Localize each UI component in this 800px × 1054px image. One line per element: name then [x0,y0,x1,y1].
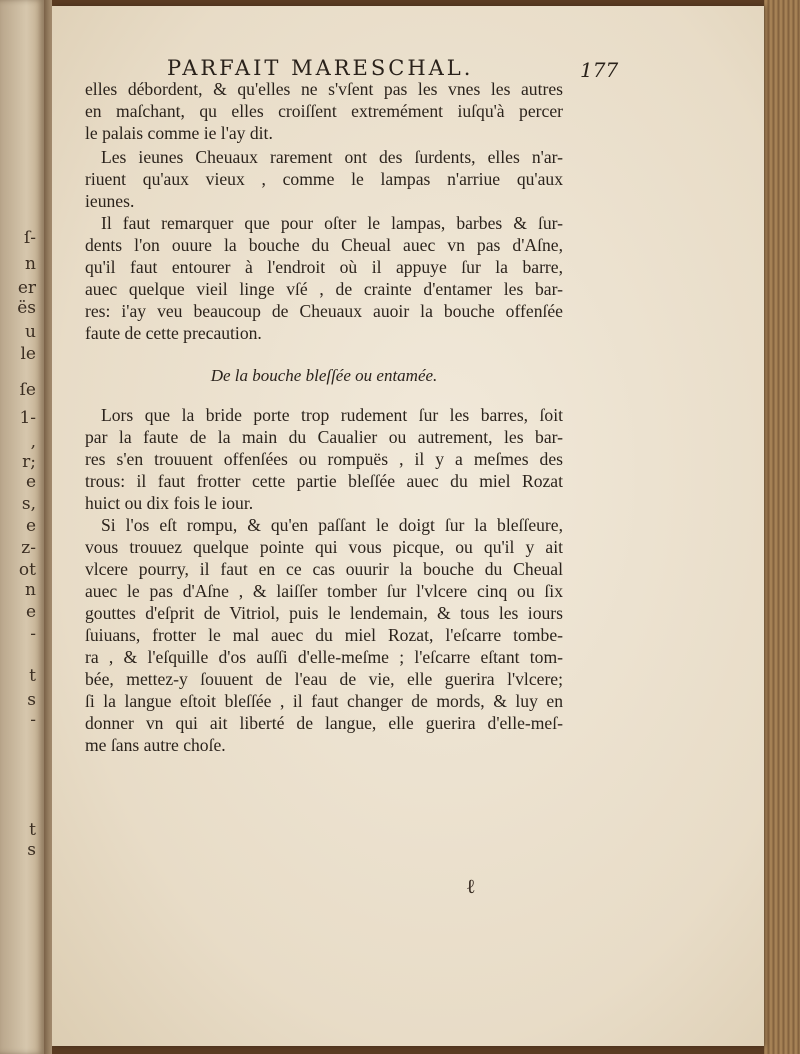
text-line: vous trouuez quelque pointe qui vous picque, ou qu'il y ait [85,537,563,557]
page-number: 177 [580,58,619,82]
text-line: ieunes. [85,191,135,211]
facing-page-fragment: z- [21,538,36,558]
paragraph-1 [85,78,563,144]
text-line: Lors que la bride porte trop rudement ſur les barres, ſoit [101,405,563,425]
facing-page-fragment: r; [22,452,36,472]
facing-page-fragment: ot [18,560,36,580]
book-fore-edge [764,0,800,1054]
text-line: le palais comme ie l'ay dit. [85,123,273,143]
text-line: par la faute de la main du Caualier ou autrement, les bar- [85,427,563,447]
paragraph-2 [85,146,563,212]
facing-page-fragment: ſe [19,380,36,400]
text-line: ra , & l'eſquille d'os auſſi d'elle-meſme ; l'eſcarre eſtant tom- [85,647,563,667]
facing-page-fragment: s [27,840,36,860]
text-line: me ſans autre choſe. [85,735,226,755]
text-line: ſuiuans, frotter le mal auec du miel Rozat, l'eſcarre tombe- [85,625,563,645]
text-line: bée, mettez-y ſouuent de l'eau de vie, elle guerira l'vlcere; [85,669,563,689]
text-line: auec le pas d'Aſne , & laiſſer tomber ſur l'vlcere cinq ou ſix [85,581,563,601]
paragraph-3 [85,212,563,344]
facing-page-fragment: n [25,580,36,600]
text-line: elles débordent, & qu'elles ne s'vſent pas les vnes les autres [85,79,563,99]
running-title: PARFAIT MARESCHAL. [167,56,474,80]
paragraph-5 [85,514,563,756]
facing-page-fragment: s, [21,494,36,514]
text-line: trous: il faut frotter cette partie bleſſée auec du miel Rozat [85,471,563,491]
text-line: gouttes d'eſprit de Vitriol, puis le lendemain, & tous les iours [85,603,563,623]
facing-page-fragment: s [27,690,36,710]
facing-page-fragment: e [25,602,36,622]
paragraph-4 [85,404,563,514]
facing-page-fragment: , [30,432,36,452]
facing-page-fragment: - [30,710,36,730]
facing-page-fragment: ës [17,298,36,318]
book-gutter [44,0,52,1054]
text-line: ſi la langue eſtoit bleſſée , il faut changer de mords, & luy en [85,691,563,711]
text-line: Si l'os eſt rompu, & qu'en paſſant le doigt ſur la bleſſeure, [101,515,563,535]
facing-page-fragment: - [30,624,36,644]
text-line: Les ieunes Cheuaux rarement ont des ſurdents, elles n'ar- [101,147,563,167]
facing-page-fragment: le [20,344,36,364]
facing-page-fragment: ſ- [23,228,36,248]
text-line: vlcere pourry, il faut en ce cas ouurir la bouche du Cheual [85,559,563,579]
facing-page-edge [0,0,44,1054]
text-line: qu'il faut entourer à l'endroit où il appuye ſur la barre, [85,257,563,277]
section-heading: De la bouche bleſſée ou entamée. [210,366,438,385]
text-line: en maſchant, qu elles croiſſent extremément iuſqu'à percer [85,101,563,121]
text-line: donner vn qui ait liberté de langue, elle guerira d'elle-meſ- [85,713,563,733]
facing-page-fragment: n [25,254,36,274]
text-line: faute de cette precaution. [85,323,262,343]
facing-page-fragment: u [25,322,36,342]
facing-page-fragment: t [29,666,36,686]
text-line: dents l'on ouure la bouche du Cheual auec vn pas d'Aſne, [85,235,563,255]
facing-page-fragment: e [25,472,36,492]
facing-page-fragment: er [17,278,36,298]
text-line: res s'en trouuent offenſées ou rompuës , il y a meſmes des [85,449,563,469]
text-line: res: i'ay veu beaucoup de Cheuaux auoir la bouche offenſée [85,301,563,321]
facing-page-fragment: e [25,516,36,536]
facing-page-fragment: t [29,820,36,840]
printer-ornament: ℓ [466,874,476,898]
text-line: huict ou dix fois le iour. [85,493,254,513]
facing-page-fragment: 1- [19,408,36,428]
book-page [52,6,764,1046]
text-line: auec quelque vieil linge vſé , de crainte d'entamer les bar- [85,279,563,299]
text-line: riuent qu'aux vieux , comme le lampas n'arriue qu'aux [85,169,563,189]
text-line: Il faut remarquer que pour oſter le lampas, barbes & ſur- [101,213,563,233]
